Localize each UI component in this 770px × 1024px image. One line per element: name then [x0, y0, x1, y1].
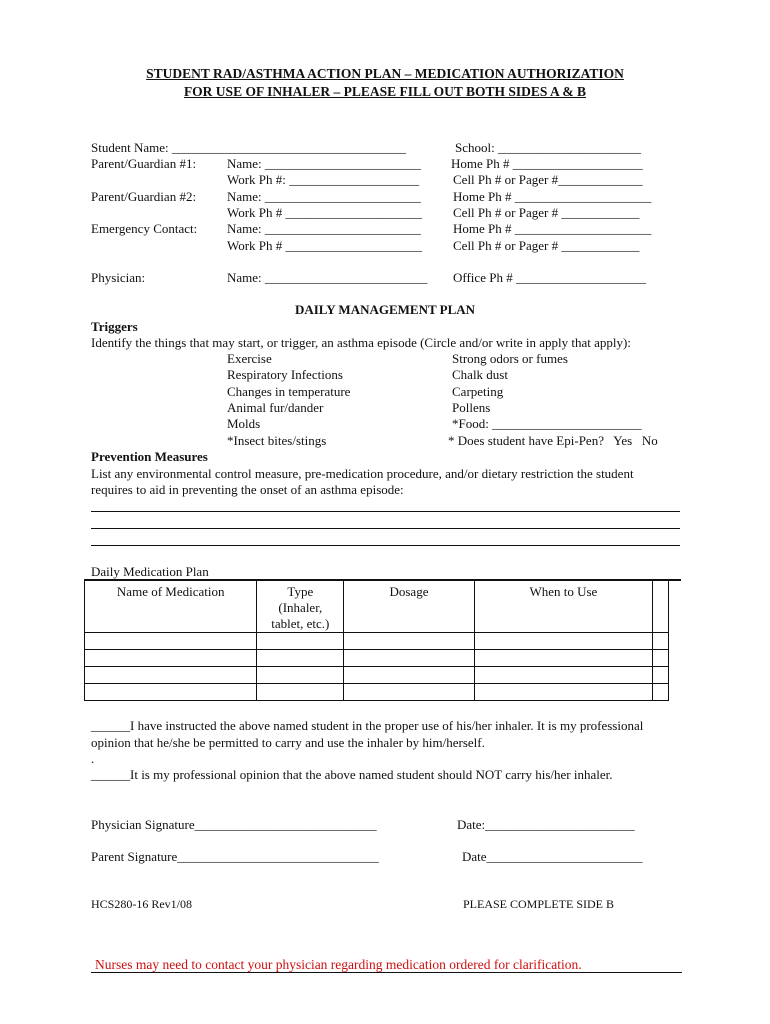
prevention-answer-line-2[interactable]	[91, 528, 680, 529]
table-cell[interactable]	[344, 667, 475, 684]
right-trigger-item[interactable]: * Does student have Epi-Pen? Yes No	[448, 433, 658, 448]
left-trigger-item[interactable]: Molds	[227, 416, 261, 431]
table-cell[interactable]	[344, 650, 475, 667]
medication-table-header	[85, 581, 669, 633]
table-row	[85, 667, 669, 684]
parent2-label: Parent/Guardian #2:	[91, 189, 197, 204]
parent2-name-field[interactable]: Name: ________________________	[227, 189, 421, 204]
parent1-name-field[interactable]: Name: ________________________	[227, 156, 421, 171]
right-trigger-item[interactable]: Strong odors or fumes	[452, 351, 568, 366]
parent-signature-field[interactable]: Parent Signature_______________________________	[91, 849, 379, 864]
table-cell[interactable]	[85, 667, 257, 684]
table-cell[interactable]	[344, 633, 475, 650]
medication-table	[84, 580, 669, 701]
prevention-heading: Prevention Measures	[91, 449, 208, 464]
parent1-work-phone-field[interactable]: Work Ph #: ____________________	[227, 172, 420, 187]
header-type-line-1: Type	[287, 584, 314, 599]
table-cell[interactable]	[344, 684, 475, 701]
nurses-clarification-note: Nurses may need to contact your physician regarding medication ordered for clarification.	[95, 957, 582, 972]
physician-name-field[interactable]: Name: _________________________	[227, 270, 428, 285]
prevention-instructions-line-1: List any environmental control measure, pre-medication procedure, and/or dietary restriction the student	[91, 466, 634, 481]
table-cell[interactable]	[257, 684, 344, 701]
student-name-field[interactable]: Student Name: ____________________________________	[91, 140, 406, 155]
table-cell[interactable]	[257, 667, 344, 684]
stray-dot: .	[91, 751, 95, 766]
authorization-statement-1-line-2: opinion that he/she be permitted to carry and use the inhaler by him/herself.	[91, 735, 485, 750]
prevention-answer-line-3[interactable]	[91, 545, 680, 546]
physician-date-field[interactable]: Date:_______________________	[457, 817, 635, 832]
left-trigger-item[interactable]: *Insect bites/stings	[227, 433, 327, 448]
table-cell[interactable]	[257, 650, 344, 667]
parent2-work-phone-field[interactable]: Work Ph # _____________________	[227, 205, 423, 220]
form-title-line-1: STUDENT RAD/ASTHMA ACTION PLAN – MEDICATION AUTHORIZATION	[146, 66, 624, 81]
table-cell[interactable]	[474, 684, 652, 701]
form-code: HCS280-16 Rev1/08	[91, 897, 193, 911]
left-trigger-item[interactable]: Respiratory Infections	[227, 367, 343, 382]
parent1-label: Parent/Guardian #1:	[91, 156, 197, 171]
table-cell[interactable]	[85, 633, 257, 650]
emergency-home-phone-field[interactable]: Home Ph # _____________________	[453, 221, 652, 236]
header-extra-column	[653, 581, 669, 633]
header-name-of-medication: Name of Medication	[85, 581, 257, 633]
table-cell[interactable]	[474, 650, 652, 667]
left-trigger-item[interactable]: Animal fur/dander	[227, 400, 324, 415]
prevention-instructions-line-2: requires to aid in preventing the onset of an asthma episode:	[91, 482, 404, 497]
table-cell[interactable]	[653, 684, 669, 701]
right-trigger-item[interactable]: *Food: _______________________	[452, 416, 642, 431]
table-cell[interactable]	[257, 633, 344, 650]
right-trigger-item[interactable]: Carpeting	[452, 384, 504, 399]
left-trigger-item[interactable]: Exercise	[227, 351, 272, 366]
emergency-work-phone-field[interactable]: Work Ph # _____________________	[227, 238, 423, 253]
table-cell[interactable]	[85, 650, 257, 667]
header-type-line-3: tablet, etc.)	[271, 616, 330, 631]
parent-date-field[interactable]: Date________________________	[462, 849, 643, 864]
parent1-cell-field[interactable]: Cell Ph # or Pager #_____________	[453, 172, 643, 187]
header-type-line-2: (Inhaler,	[278, 600, 323, 615]
triggers-instructions: Identify the things that may start, or trigger, an asthma episode (Circle and/or write in apply that apply):	[91, 335, 631, 350]
table-cell[interactable]	[85, 684, 257, 701]
authorization-statement-2[interactable]: ______It is my professional opinion that the above named student should NOT carry his/her inhaler.	[91, 767, 613, 782]
table-row	[85, 633, 669, 650]
parent1-home-phone-field[interactable]: Home Ph # ____________________	[451, 156, 643, 171]
school-field[interactable]: School: ______________________	[455, 140, 641, 155]
emergency-cell-field[interactable]: Cell Ph # or Pager # ____________	[453, 238, 640, 253]
footer-rule	[91, 972, 682, 973]
left-trigger-item[interactable]: Changes in temperature	[227, 384, 351, 399]
header-when-to-use: When to Use	[474, 581, 652, 633]
physician-signature-field[interactable]: Physician Signature____________________________	[91, 817, 377, 832]
table-cell[interactable]	[653, 650, 669, 667]
header-type	[257, 581, 344, 633]
daily-medication-heading: Daily Medication Plan	[91, 564, 209, 579]
prevention-answer-line-1[interactable]	[91, 511, 680, 512]
physician-office-phone-field[interactable]: Office Ph # ____________________	[453, 270, 646, 285]
physician-label: Physician:	[91, 270, 146, 285]
parent2-home-phone-field[interactable]: Home Ph # _____________________	[453, 189, 652, 204]
emergency-contact-label: Emergency Contact:	[91, 221, 198, 236]
table-cell[interactable]	[653, 667, 669, 684]
header-dosage: Dosage	[344, 581, 475, 633]
complete-side-b-note: PLEASE COMPLETE SIDE B	[463, 897, 615, 911]
table-row	[85, 650, 669, 667]
right-trigger-item[interactable]: Pollens	[452, 400, 491, 415]
authorization-statement-1-line-1[interactable]: ______I have instructed the above named student in the proper use of his/her inhaler. It is my professional	[91, 718, 644, 733]
table-cell[interactable]	[653, 633, 669, 650]
parent2-cell-field[interactable]: Cell Ph # or Pager # ____________	[453, 205, 640, 220]
table-cell[interactable]	[474, 633, 652, 650]
table-row	[85, 684, 669, 701]
form-title-line-2: FOR USE OF INHALER – PLEASE FILL OUT BOTH SIDES A & B	[183, 84, 587, 99]
right-trigger-item[interactable]: Chalk dust	[452, 367, 508, 382]
table-cell[interactable]	[474, 667, 652, 684]
emergency-name-field[interactable]: Name: ________________________	[227, 221, 421, 236]
triggers-heading: Triggers	[91, 319, 138, 334]
daily-management-heading: DAILY MANAGEMENT PLAN	[294, 302, 476, 317]
